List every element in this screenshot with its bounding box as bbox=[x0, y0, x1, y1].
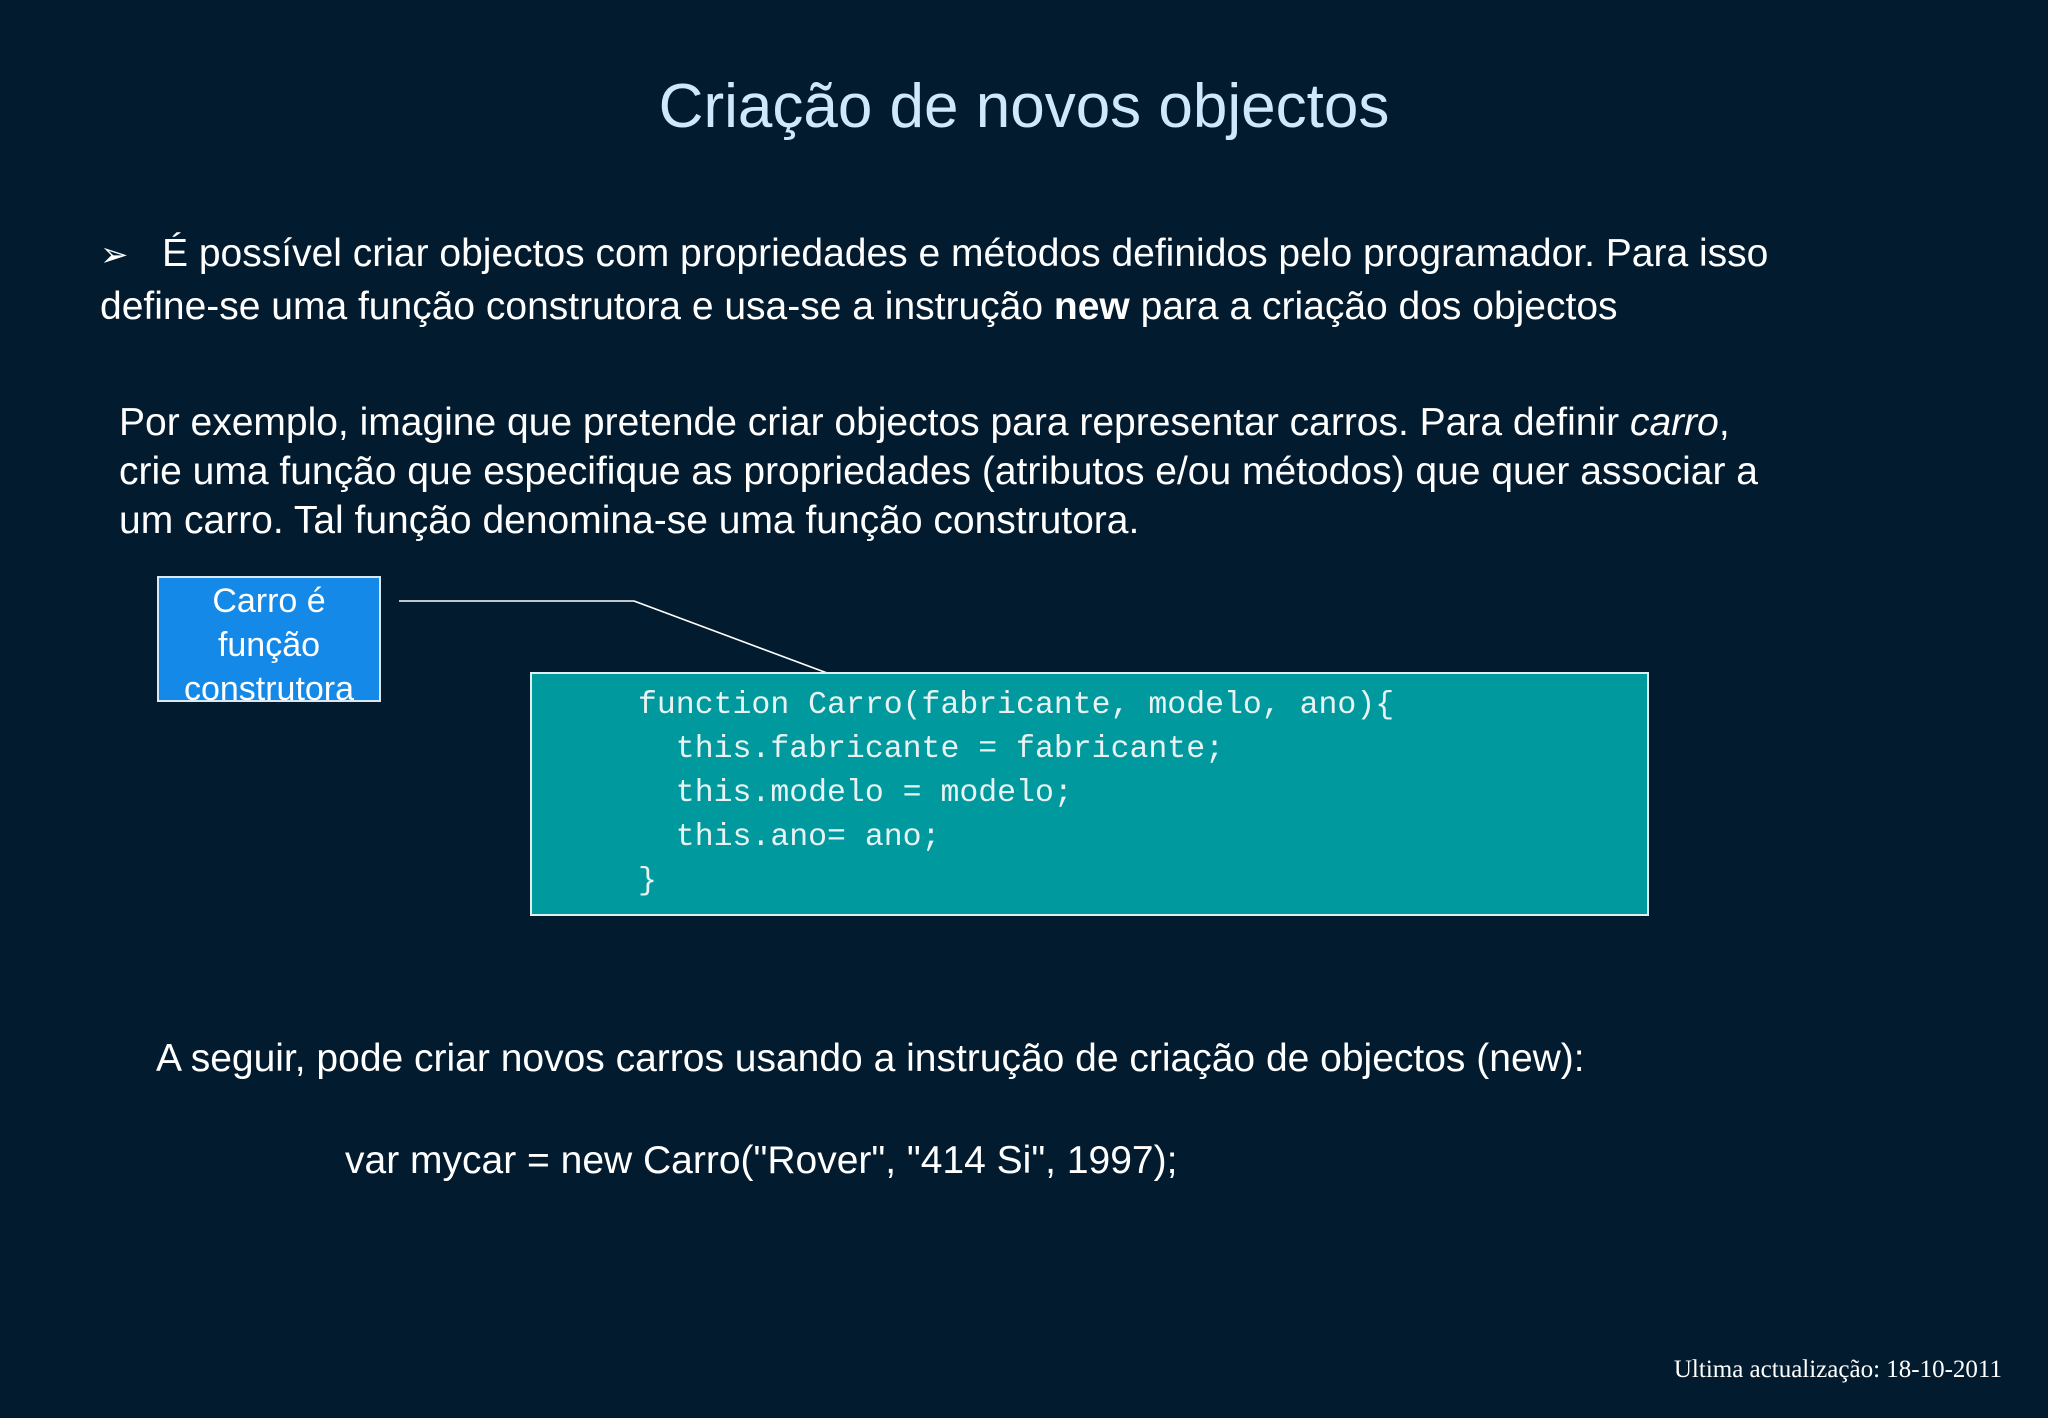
example-paragraph bbox=[119, 398, 1999, 545]
callout-line-2: função bbox=[217, 626, 321, 664]
code-line-4: this.ano= ano; bbox=[638, 820, 941, 855]
callout-line-3: construtora bbox=[183, 670, 355, 708]
arrow-bullet-icon: ➢ bbox=[100, 236, 129, 274]
code-line-2: this.fabricante = fabricante; bbox=[638, 732, 1224, 767]
slide-title: Criação de novos objectos bbox=[658, 72, 1390, 141]
bullet-line-2 bbox=[100, 281, 2000, 332]
paragraph-line-2: crie uma função que especifique as propriedades (atributos e/ou métodos) que quer associar a bbox=[119, 450, 1758, 493]
bullet-text-1: É possível criar objectos com propriedades e métodos definidos pelo programador. Para isso bbox=[162, 232, 1769, 275]
paragraph-line-1 bbox=[119, 398, 1999, 447]
bullet-point bbox=[100, 228, 2000, 332]
code-block bbox=[530, 672, 1649, 916]
code-line-3: this.modelo = modelo; bbox=[638, 776, 1073, 811]
footer-last-updated: Ultima actualização: 18-10-2011 bbox=[1673, 1356, 2002, 1383]
callout-box bbox=[157, 576, 381, 708]
bullet-bold-new: new bbox=[1053, 285, 1130, 328]
paragraph-comma: , bbox=[1718, 401, 1730, 444]
paragraph-text-1: Por exemplo, imagine que pretende criar objectos para representar carros. Para definir bbox=[119, 401, 1630, 444]
paragraph-italic-carro: carro bbox=[1629, 401, 1719, 444]
code-line-5: } bbox=[638, 864, 657, 899]
paragraph-line-3: um carro. Tal função denomina-se uma função construtora. bbox=[119, 499, 1140, 542]
bullet-text-2: define-se uma função construtora e usa-se a instrução bbox=[100, 285, 1054, 328]
after-text: A seguir, pode criar novos carros usando a instrução de criação de objectos (new): bbox=[156, 1037, 1585, 1080]
callout-line-1: Carro é bbox=[212, 582, 326, 620]
example-code-line: var mycar = new Carro("Rover", "414 Si", 1997); bbox=[345, 1139, 1178, 1182]
bullet-line-1 bbox=[100, 228, 2000, 281]
code-line-1: function Carro(fabricante, modelo, ano){ bbox=[638, 688, 1395, 723]
bullet-text-3: para a criação dos objectos bbox=[1129, 285, 1618, 328]
